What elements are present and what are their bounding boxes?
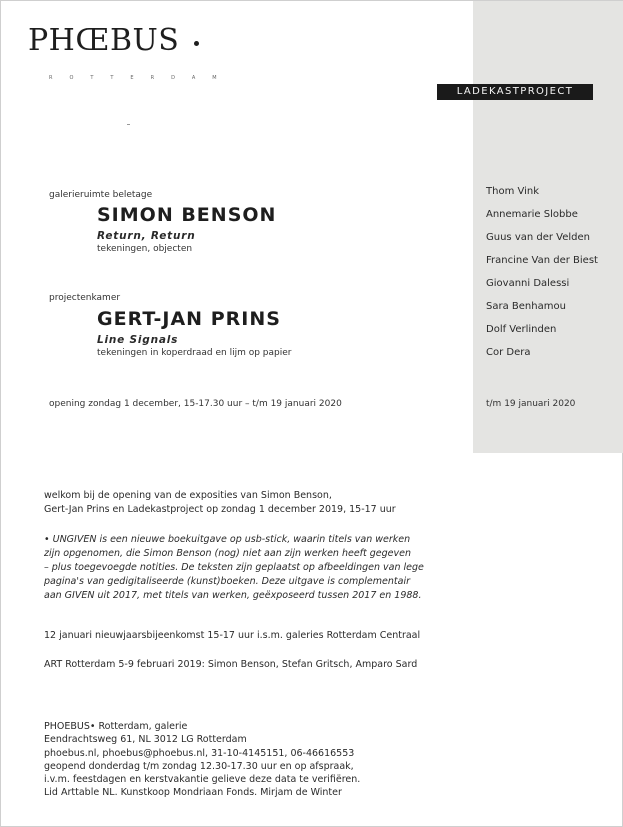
text-line: Eendrachtsweg 61, NL 3012 LG Rotterdam xyxy=(44,734,247,746)
gallery-logo: PHŒBUS xyxy=(28,23,180,58)
ladekastproject-badge: LADEKASTPROJECT xyxy=(437,84,593,100)
list-item: Giovanni Dalessi xyxy=(486,278,570,289)
text-line: welkom bij de opening van de exposities van Simon Benson, xyxy=(44,490,332,501)
exhibition-1-space: galerieruimte beletage xyxy=(49,190,153,200)
text-line: PHOEBUS• Rotterdam, galerie xyxy=(44,721,188,732)
exhibition-1-artist: SIMON BENSON xyxy=(97,204,277,226)
ungiven-text xyxy=(44,533,424,603)
ladekast-until: t/m 19 januari 2020 xyxy=(486,399,576,409)
list-item: Thom Vink xyxy=(486,186,540,197)
exhibition-2-artist: GERT-JAN PRINS xyxy=(97,308,281,330)
opening-line: opening zondag 1 december, 15-17.30 uur – t/m 19 januari 2020 xyxy=(49,399,342,409)
ladekast-artist-list xyxy=(486,186,598,370)
text-line: i.v.m. feestdagen en kerstvakantie gelieve deze data te verifiëren. xyxy=(44,774,361,786)
logo-dot-icon xyxy=(194,41,199,46)
list-item: Cor Dera xyxy=(486,347,531,358)
exhibition-2-title: Line Signals xyxy=(97,334,179,346)
registration-mark xyxy=(127,124,130,125)
list-item: Francine Van der Biest xyxy=(486,255,598,266)
text-line: phoebus.nl, phoebus@phoebus.nl, 31-10-4145151, 06-46616553 xyxy=(44,747,355,759)
gallery-address xyxy=(44,720,360,800)
exhibition-2-medium: tekeningen in koperdraad en lijm op papier xyxy=(97,348,292,358)
list-item: Dolf Verlinden xyxy=(486,324,557,335)
logo-city: ROTTERDAM xyxy=(49,75,234,81)
text-line: • UNGIVEN is een nieuwe boekuitgave op usb-stick, waarin titels van werken xyxy=(44,534,411,545)
text-line: Lid Arttable NL. Kunstkoop Mondriaan Fonds. Mirjam de Winter xyxy=(44,787,342,799)
exhibition-2-space: projectenkamer xyxy=(49,293,121,303)
text-line: aan GIVEN uit 2017, met titels van werken, geëxposeerd tussen 2017 en 1988. xyxy=(44,590,422,601)
art-rotterdam-text: ART Rotterdam 5-9 februari 2019: Simon Benson, Stefan Gritsch, Amparo Sard xyxy=(44,659,418,670)
text-line: Gert-Jan Prins en Ladekastproject op zondag 1 december 2019, 15-17 uur xyxy=(44,504,396,515)
text-line: – plus toegevoegde notities. De teksten zijn geplaatst op afbeeldingen van lege xyxy=(44,562,424,573)
list-item: Guus van der Velden xyxy=(486,232,590,243)
text-line: pagina's van gedigitaliseerde (kunst)boeken. Deze uitgave is complementair xyxy=(44,576,410,587)
text-line: geopend donderdag t/m zondag 12.30-17.30 uur en op afspraak, xyxy=(44,760,354,772)
exhibition-1-title: Return, Return xyxy=(97,230,196,242)
exhibition-1-medium: tekeningen, objecten xyxy=(97,244,193,254)
text-line: zijn opgenomen, die Simon Benson (nog) niet aan zijn werken heeft gegeven xyxy=(44,548,411,559)
newyear-text: 12 januari nieuwjaarsbijeenkomst 15-17 uur i.s.m. galeries Rotterdam Centraal xyxy=(44,630,421,641)
list-item: Sara Benhamou xyxy=(486,301,566,312)
welcome-text xyxy=(44,489,396,517)
list-item: Annemarie Slobbe xyxy=(486,209,578,220)
